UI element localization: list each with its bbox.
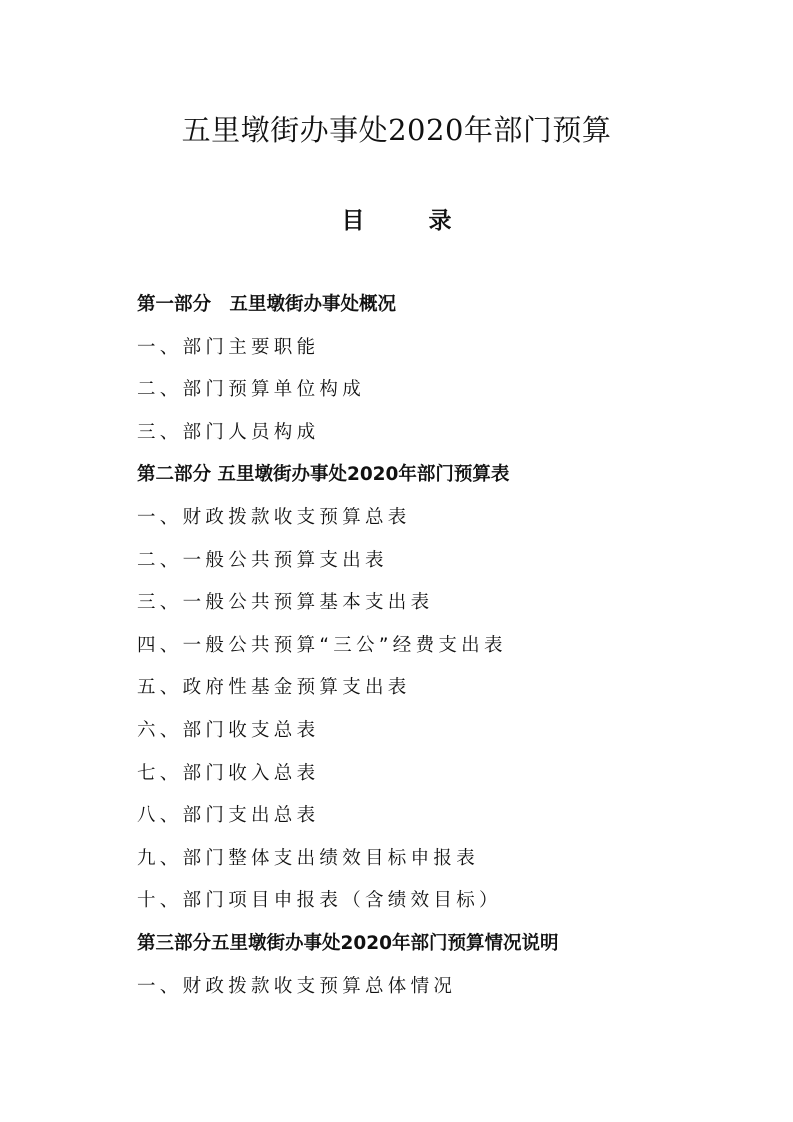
toc-item[interactable]: 六、部门收支总表 xyxy=(137,719,320,741)
toc-part-2-heading[interactable]: 第二部分 五里墩街办事处2020年部门预算表 xyxy=(137,464,510,486)
toc-item[interactable]: 三、一般公共预算基本支出表 xyxy=(137,592,434,614)
toc-item[interactable]: 八、部门支出总表 xyxy=(137,805,320,827)
toc-item[interactable]: 七、部门收入总表 xyxy=(137,762,320,784)
toc-part-1-heading[interactable]: 第一部分 五里墩街办事处概况 xyxy=(137,294,397,315)
toc-part-3-heading[interactable]: 第三部分五里墩街办事处2020年部门预算情况说明 xyxy=(137,932,559,954)
toc-item[interactable]: 三、部门人员构成 xyxy=(137,421,320,443)
toc-item[interactable]: 二、部门预算单位构成 xyxy=(137,379,366,401)
toc-item[interactable]: 一、部门主要职能 xyxy=(137,336,320,358)
toc-item[interactable]: 九、部门整体支出绩效目标申报表 xyxy=(137,847,480,869)
toc-heading: 目 录 xyxy=(341,207,480,234)
toc-item[interactable]: 一、财政拨款收支预算总体情况 xyxy=(137,975,457,997)
table-of-contents xyxy=(137,284,737,1008)
document-title: 五里墩街办事处2020年部门预算 xyxy=(181,113,612,147)
toc-item[interactable]: 五、政府性基金预算支出表 xyxy=(137,677,411,699)
toc-item[interactable]: 一、财政拨款收支预算总表 xyxy=(137,506,411,528)
toc-item[interactable]: 二、一般公共预算支出表 xyxy=(137,549,388,571)
toc-item[interactable]: 四、一般公共预算“三公”经费支出表 xyxy=(137,634,507,656)
toc-item[interactable]: 十、部门项目申报表（含绩效目标） xyxy=(137,890,502,912)
